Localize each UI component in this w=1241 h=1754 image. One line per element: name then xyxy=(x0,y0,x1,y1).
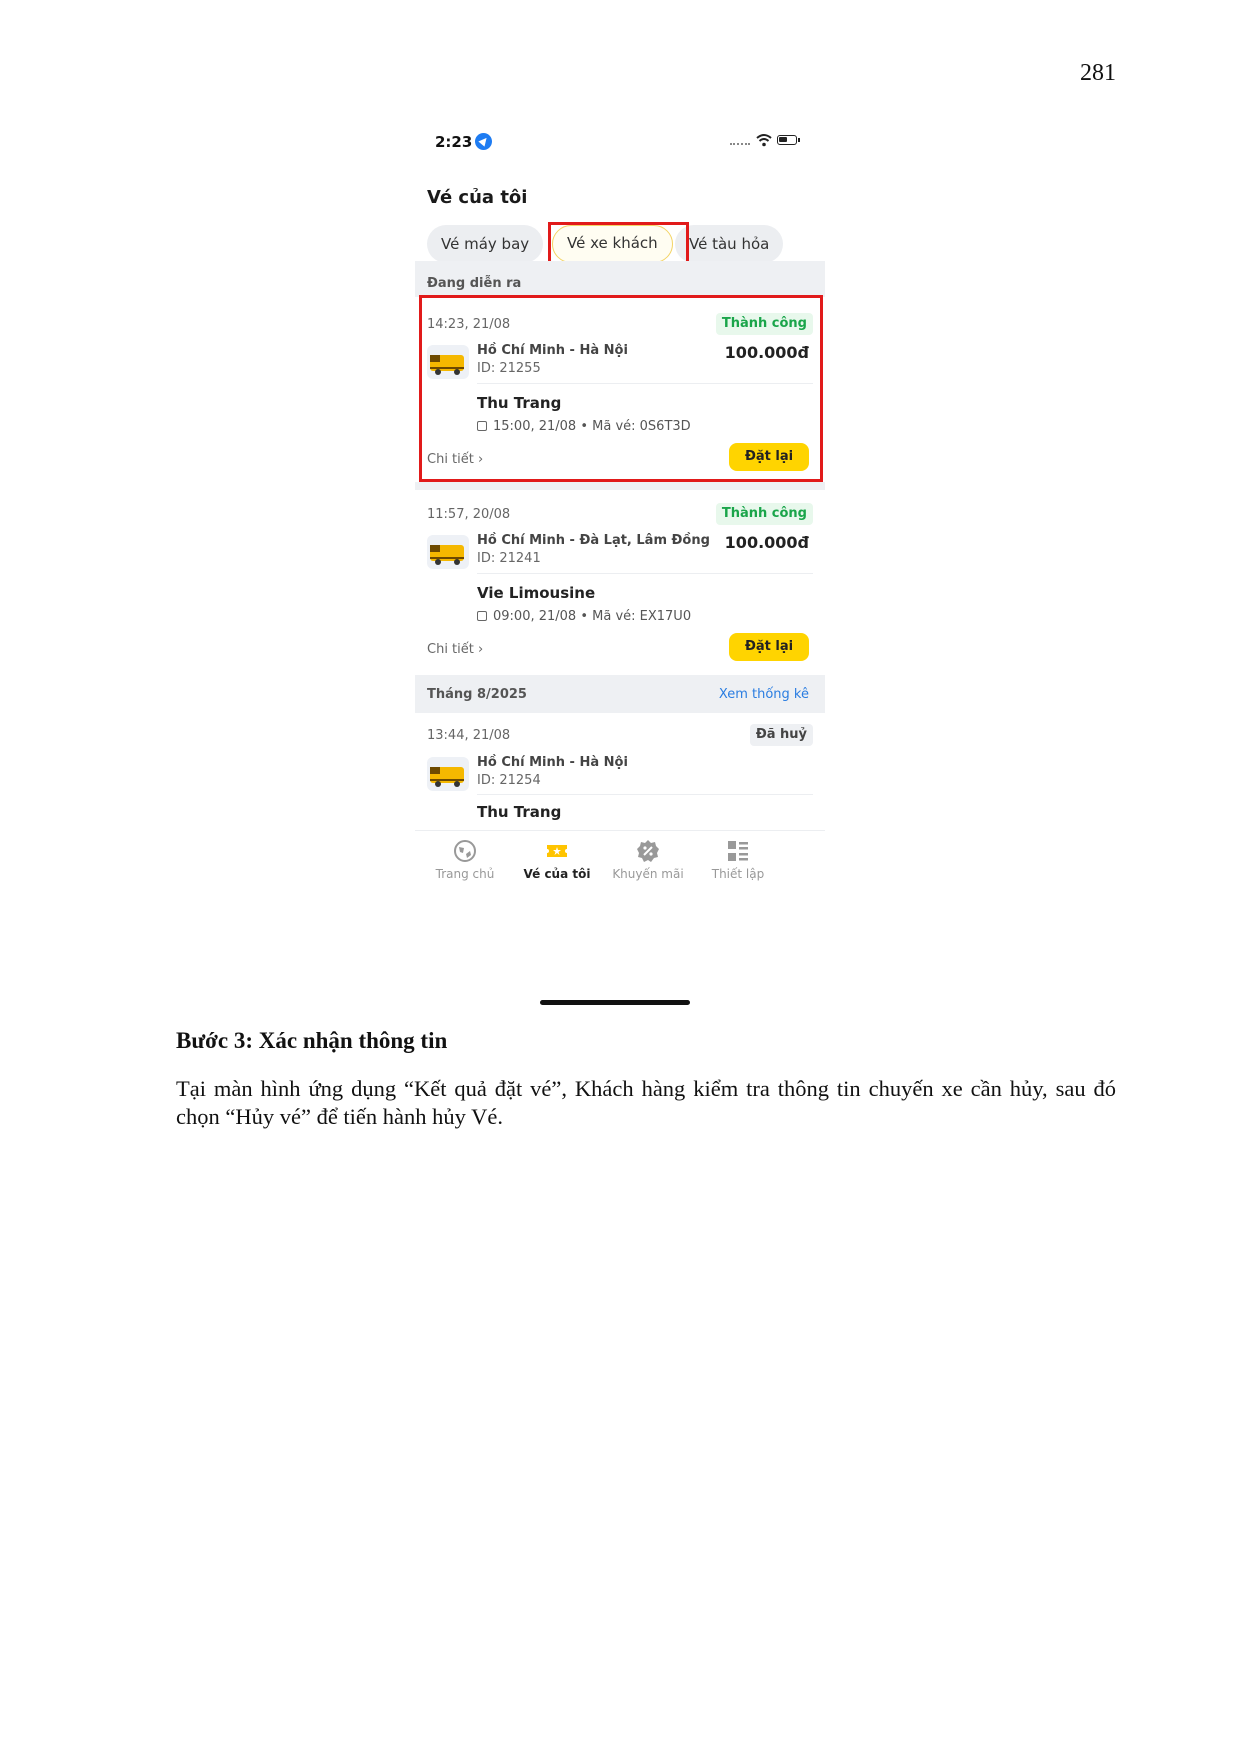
month-section-label: Tháng 8/2025 xyxy=(427,687,527,702)
nav-item-promotions[interactable] xyxy=(598,839,698,881)
nav-label: Vé của tôi xyxy=(523,867,591,881)
ticket-icon xyxy=(545,839,569,863)
view-stats-link[interactable]: Xem thống kê xyxy=(718,687,809,702)
ticket-card[interactable] xyxy=(415,297,825,482)
bus-icon xyxy=(427,345,469,379)
status-badge: Thành công xyxy=(716,503,813,525)
trip-id: ID: 21241 xyxy=(477,551,541,566)
ongoing-section-label: Đang diễn ra xyxy=(427,276,522,291)
card-divider xyxy=(477,383,813,384)
card-divider xyxy=(477,794,813,795)
location-arrow-icon xyxy=(475,133,492,150)
nav-label: Trang chủ xyxy=(435,867,495,881)
phone-screenshot xyxy=(415,115,825,1015)
trip-id: ID: 21255 xyxy=(477,361,541,376)
month-section-header xyxy=(415,675,825,713)
discount-badge-icon xyxy=(636,839,660,863)
card-separator xyxy=(415,482,825,490)
trip-departure-info xyxy=(477,419,691,434)
status-bar xyxy=(415,115,825,160)
ticket-price: 100.000đ xyxy=(724,343,809,362)
bus-small-icon xyxy=(477,421,487,431)
ticket-card[interactable] xyxy=(415,713,825,830)
nav-item-home[interactable] xyxy=(415,839,515,881)
status-badge: Thành công xyxy=(716,313,813,335)
booking-time: 14:23, 21/08 xyxy=(427,317,511,332)
nav-label: Thiết lập xyxy=(711,867,765,881)
bus-small-icon xyxy=(477,611,487,621)
nav-label: Khuyến mãi xyxy=(612,867,684,881)
detail-link[interactable]: Chi tiết › xyxy=(427,642,484,657)
page-title: Vé của tôi xyxy=(427,187,528,208)
bus-icon xyxy=(427,757,469,791)
page-number: 281 xyxy=(1080,60,1116,86)
bus-operator: Thu Trang xyxy=(477,803,562,821)
ticket-type-tabs xyxy=(427,225,825,265)
bus-operator: Vie Limousine xyxy=(477,584,596,602)
trip-route: Hồ Chí Minh - Đà Lạt, Lâm Đồng xyxy=(477,533,710,548)
ticket-price: 100.000đ xyxy=(724,533,809,552)
trip-route: Hồ Chí Minh - Hà Nội xyxy=(477,755,628,770)
nav-item-my-tickets[interactable] xyxy=(507,839,607,881)
trip-route: Hồ Chí Minh - Hà Nội xyxy=(477,343,628,358)
tab-train-tickets[interactable]: Vé tàu hỏa xyxy=(675,225,783,263)
ongoing-section-header xyxy=(415,261,825,297)
home-indicator xyxy=(540,1000,690,1005)
trip-id: ID: 21254 xyxy=(477,773,541,788)
detail-link[interactable]: Chi tiết › xyxy=(427,452,484,467)
cellular-signal-icon xyxy=(730,143,750,148)
booking-time: 13:44, 21/08 xyxy=(427,728,511,743)
bus-operator: Thu Trang xyxy=(477,394,562,412)
settings-list-icon xyxy=(726,839,750,863)
ticket-card[interactable] xyxy=(415,490,825,675)
battery-icon xyxy=(777,135,797,145)
step-heading: Bước 3: Xác nhận thông tin xyxy=(176,1028,448,1053)
bus-icon xyxy=(427,535,469,569)
home-globe-icon xyxy=(453,839,477,863)
trip-meta-text: 15:00, 21/08 • Mã vé: 0S6T3D xyxy=(493,419,691,434)
trip-departure-info xyxy=(477,609,691,624)
card-divider xyxy=(477,573,813,574)
bottom-navigation xyxy=(415,830,825,901)
status-time: 2:23 xyxy=(435,133,473,151)
tab-bus-tickets[interactable]: Vé xe khách xyxy=(552,225,673,263)
trip-meta-text: 09:00, 21/08 • Mã vé: EX17U0 xyxy=(493,609,692,624)
tab-flight-tickets[interactable]: Vé máy bay xyxy=(427,225,543,263)
status-badge: Đã huỷ xyxy=(750,724,813,746)
rebook-button[interactable]: Đặt lại xyxy=(729,633,809,661)
wifi-icon xyxy=(756,132,772,148)
booking-time: 11:57, 20/08 xyxy=(427,507,511,522)
nav-item-settings[interactable] xyxy=(688,839,788,881)
body-paragraph: Tại màn hình ứng dụng “Kết quả đặt vé”, Khách hàng kiểm tra thông tin chuyến xe cần hủy, sau đó chọn “Hủy vé” để tiến hành hủy Vé. xyxy=(176,1076,1116,1129)
rebook-button[interactable]: Đặt lại xyxy=(729,443,809,471)
